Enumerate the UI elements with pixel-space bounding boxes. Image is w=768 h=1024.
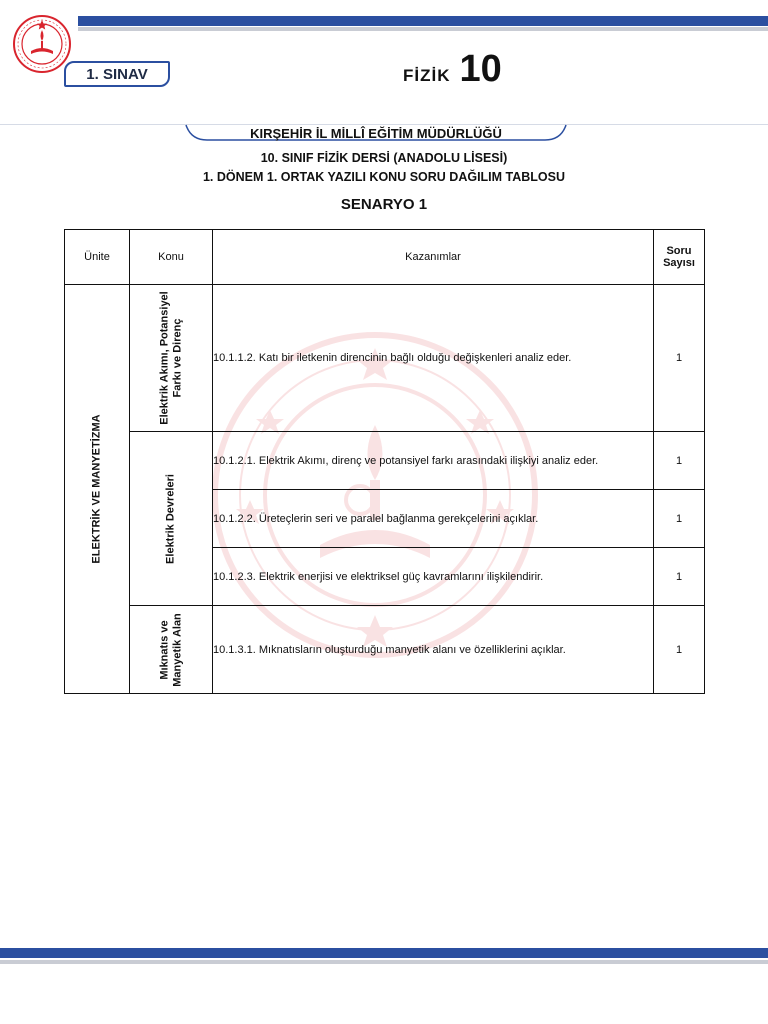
outcome-cell: 10.1.2.3. Elektrik enerjisi ve elektriksel güç kavramlarını ilişkilendirir.: [213, 548, 654, 606]
footer-blue-band: [0, 948, 768, 958]
header-unit: Ünite: [65, 230, 130, 285]
meb-logo-icon: [12, 14, 72, 74]
outcome-cell: 10.1.1.2. Katı bir iletkenin direncinin bağlı olduğu değişkenleri analiz eder.: [213, 285, 654, 432]
outcome-cell: 10.1.2.1. Elektrik Akımı, direnç ve potansiyel farkı arasındaki ilişkiyi analiz eder.: [213, 432, 654, 490]
topic-cell: [130, 432, 213, 606]
exam-number-badge: 1. SINAV: [64, 61, 170, 87]
table-row: [65, 285, 705, 432]
count-cell: 1: [654, 606, 705, 694]
table-row: [65, 606, 705, 694]
topic-label: Mıknatıs ve Manyetik Alan: [158, 612, 183, 687]
outcome-cell: 10.1.2.2. Üreteçlerin seri ve paralel bağlanma gerekçelerini açıklar.: [213, 490, 654, 548]
unit-label: ELEKTRİK VE MANYETİZMA: [90, 414, 103, 564]
table-row: [65, 432, 705, 490]
directorate-title: KIRŞEHİR İL MİLLÎ EĞİTİM MÜDÜRLÜĞÜ: [250, 125, 502, 141]
topic-label: Elektrik Devreleri: [164, 473, 177, 564]
table-header-row: [65, 230, 705, 285]
subject-name: FİZİK: [403, 66, 451, 85]
header-blue-band: [78, 16, 768, 26]
grade-number: 10: [459, 48, 502, 90]
outcome-cell: 10.1.3.1. Mıknatısların oluşturduğu manyetik alanı ve özelliklerini açıklar.: [213, 606, 654, 694]
header-grey-band: [78, 27, 768, 31]
footer-grey-band: [0, 960, 768, 964]
unit-cell: [65, 285, 130, 694]
course-title: 10. SINIF FİZİK DERSİ (ANADOLU LİSESİ): [260, 151, 508, 165]
header-outcomes: Kazanımlar: [213, 230, 654, 285]
directorate-banner: [185, 124, 567, 142]
count-cell: 1: [654, 490, 705, 548]
exam-title: 1. DÖNEM 1. ORTAK YAZILI KONU SORU DAĞILIM TABLOSU: [202, 170, 566, 184]
header-question-count: Soru Sayısı: [654, 230, 705, 285]
count-cell: 1: [654, 548, 705, 606]
question-distribution-table: [64, 229, 705, 694]
header-topic: Konu: [130, 230, 213, 285]
scenario-title: SENARYO 1: [340, 196, 428, 213]
count-cell: 1: [654, 285, 705, 432]
topic-cell: [130, 285, 213, 432]
topic-cell: [130, 606, 213, 694]
topic-label: Elektrik Akımı, Potansiyel Farkı ve Direnç: [158, 291, 183, 425]
subject-heading: [403, 48, 502, 88]
count-cell: 1: [654, 432, 705, 490]
